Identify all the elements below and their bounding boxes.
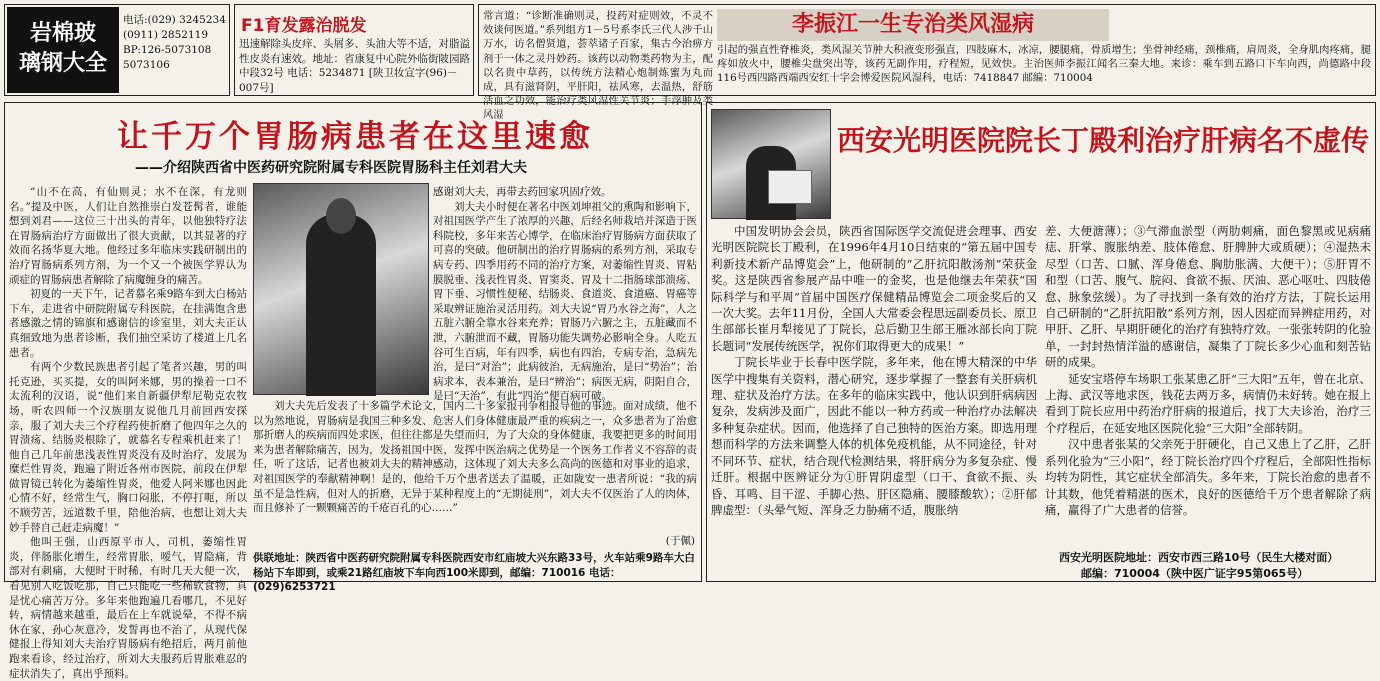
photo-head	[326, 198, 356, 234]
paragraph: 感谢刘大夫，再带去药回家巩固疗效。	[433, 186, 612, 198]
article-liver-address: 西安光明医院地址：西安市西三路10号（民生大楼对面）	[1059, 551, 1339, 564]
ad-rheumatism-right: 引起的强直性脊椎炎，类风湿关节肿大积液变形强直，四肢麻木，冰凉，腰腿痛，骨质增生；坐骨神经痛，颈椎痛，肩周炎，全身肌肉疼痛，腿疼如放火中，腰椎尖盘突出等，该药无副作用，疗程短，见效快。主治医师李振江闻名三秦大地。来诊：乘车到五路口下车向西，尚德路中段116号西四路西端西安红十字会博爱医院风湿科，电话：7418847 邮编：710004	[717, 44, 1371, 84]
ad-rockwool	[4, 4, 230, 96]
ad-rockwool-line2: 璃钢大全	[18, 51, 107, 76]
ad-rheumatism	[478, 4, 1376, 122]
article-gastro-headline: 让千万个胃肠病患者在这里速愈	[117, 119, 593, 155]
article-gastro-col2b	[253, 399, 697, 549]
doctor-liu-photo	[253, 183, 429, 395]
doctor-ding-photo	[711, 109, 831, 219]
article-liver	[706, 102, 1376, 582]
paragraph: 差、大便溏薄）；③气滞血淤型（两肋刺痛，面色黎黑或见病痛痣、肝掌、腹胀纳差、肢体倦怠、肝脾肿大或质硬）；④湿热未尽型（口苦、口腻、浑身倦怠、胸肋胀满、大便干）；⑤肝胃不和型（口苦、腹气、脘闷、食欲不振、厌油、恶心呕吐、四肢倦怠、脉象弦缓）。为了寻找到一条有效的治疗方法，丁院长运用自己研制的“乙肝抗阳散”系列方剂，因人因症而异辨症用药，对甲肝、乙肝、早期肝硬化的治疗有独特疗效。一张张转阴的化验单，一封封热情洋溢的感谢信，凝集了丁院长多少心血和刻苦钻研的成果。	[1045, 224, 1371, 370]
ad-hair-body: 迅速解除头皮痒、头屑多、头油大等不适，对脂溢性皮炎有速效。地址：省康复中心院外临街陂园路中段32号 电话：5234871 [陕卫妆宣字(96)－007号]	[239, 38, 470, 94]
ad-rockwool-contact: 电话:(029) 3245234 (0911) 2852119 BP:126-5073108 5073106	[123, 14, 226, 71]
paragraph: 刘大夫先后发表了十多篇学术论文，国内二十多家报刊争相报导他的事迹。面对成绩，他不以为然地说，胃肠病是我国三种多发、危害人们身体健康最严重的疾病之一，众多患者为了治愈那折磨人的疾病而四处求医，但往往都是失望而归，为了大众的身体健康，我要把更多的时间用来为患者解除痛苦，因为，发扬祖国中医，发挥中医治病之优势是一个医务工作者义不容辞的责任，听了这话，记者也被刘大夫的精神感动，这体现了刘大夫多么高尚的医德和对事业的追求，对祖国医学的奉献精神啊！是的，他给千万个患者送去了温暖，正如陇安一患者所说：“我的病虽不是急性病，但对人的折磨，无异于某种程度上的“无期徒刑”，刘大夫不仅医治了人的肉体，而且修补了一颗颗痛苦的千疮百孔的心……”	[253, 400, 697, 515]
article-liver-col1	[711, 223, 1037, 579]
article-liver-headline: 西安光明医院院长丁殿利治疗肝病名不虚传	[837, 124, 1370, 157]
ad-hair	[234, 4, 474, 96]
ad-hair-title: F1育发露治脱发	[241, 16, 367, 36]
photo-certificate	[768, 170, 812, 204]
ad-rheumatism-title: 李振江一生专治类风湿病	[717, 9, 1109, 41]
paragraph: 刘大夫小时便在著名中医刘坤祖父的熏陶和影响下，对祖国医学产生了浓厚的兴趣，后经名师栽培并深造于医科院校，多年来苦心博学，在临床治疗胃肠病方面获取了可喜的突破。他研制出的治疗胃肠病的系列方剂，采取专病专药、四季用药不同的治疗方案，对萎缩性胃炎、胃粘膜脱垂、浅表性胃炎、胃窦炎、胃及十二指肠球部溃疡、胃下垂、习惯性便秘、结肠炎、食道炎、食道癌、胃癌等采取辨证施治灵活用药。刘大夫说“胃乃水谷之海”，人之五脏六腑全靠水谷来充养；胃肠乃六腑之主，五脏藏而不泄，六腑泄而不藏，胃肠功能失调势必影响全身。人吃五谷可生百病，年有四季，病也有四治，专病专治，急病先治，是曰“对治”；此病彼治，无病施治，是曰“势治”；治病求本，表本兼治，是曰“辨治”；病医无病，阴阳自合，是曰“天治”，有此“四治”便百病可破。	[433, 200, 697, 403]
paragraph: 汉中患者张某的父亲死于肝硬化，自己又患上了乙肝，乙肝系列化验为“三小阳”，经丁院长治疗四个疗程后，全部阳性指标均转为阴性，其它症状全部消失。多年来，丁院长治愈的患者不计其数，他凭着精湛的医术，良好的医德给千万个患者解除了病痛，赢得了广大患者的信誉。	[1045, 437, 1371, 517]
paragraph: “山不在高，有仙则灵；水不在深，有龙则名。”提及中医，人们让自然推崇白发苍髯者，谁能想到刘君——这位三十出头的青年，以他独特疗法在胃肠病治疗方面做出了很大贡献，以其显著的疗效而名扬华夏大地。他经过多年临床实践研制出的治疗胃肠病系列方剂，为一个又一个被医学界认为顽症的胃肠病患者解除了病魔缠身的痛苦。	[9, 186, 247, 286]
paragraph: 他叫王强，山西原平市人，司机，萎缩性胃炎，伴肠胀化增生，经常胃胀，嗳气，胃隐痛，背部对有刺痛，大便时干时稀，有时几天大便一次，看见别人吃饭吃那，自己只能吃一些稀软食物，真是忧心痛苦万分。多年来他跑遍几看哪几，不见好转，病情越来越重，最后在上车就说晕，不得不病休在家，孙心灰意冷，发誓再也不治了，从现代保健报上得知刘大夫治疗胃肠病有绝招后，两月前他跑来看诊，经过治疗，所刘大夫服药后胃胀难忍的症状消失了，真出乎预料。	[9, 536, 247, 680]
paragraph: 初夏的一天下午，记者慕名乘9路车到大白杨站下车，走进省中研院附属专科医院，在挂满饱含患者感激之情的锦旗和感谢信的诊室里，刘大夫正认真细致地为患者诊断，我们抽空采访了楼道上几名患者。	[9, 288, 247, 359]
ad-rheumatism-left: 常言道：“诊断准确则灵，投药对症则效，不灵不效谈何医道。”系列组方1－5号系李氏三代人涉千山万水，访名僧贤道，荟萃诸子百家，集古今治痹方剂于一体之灵丹妙药。该药以动物类药物为主，配以名贵中草药，以传统方法精心炮制炼蜜为丸而成，具有滋肾阴，平肝阳，祛风寒，去温热，舒筋活血之功效，能治疗类风湿性关节炎；手浮肿及类风湿	[483, 10, 713, 122]
article-gastro	[4, 102, 702, 680]
paragraph: 延安宝塔停车场职工张某患乙肝“三大阳”五年，曾在北京、上海、武汉等地求医，钱花去两万多，病情仍未好转。她在报上看到丁院长应用中药治疗肝病的报道后，找丁大夫诊治，治疗三个疗程后，在延安地区医院化验“三大阳”全部转阴。	[1045, 371, 1371, 435]
article-gastro-subheadline: ——介绍陕西省中医药研究院附属专科医院胃肠科主任刘君大夫	[135, 160, 527, 176]
article-gastro-col1	[9, 185, 247, 680]
article-liver-col2	[1045, 223, 1371, 549]
photo-figure	[306, 214, 376, 396]
paragraph: 有两个少数民族患者引起了笔者兴趣，男的叫托克逊，买买提，女的叫阿米娜，男的操着一口不太流利的汉语，说“他们来自新疆伊犁尼勒克农牧场，听农四师一个汉族朋友说他几月前回西安探亲，服了刘大夫三个疗程药使折磨了他四年之久的胃溃疡、结肠炎根除了，就慕名专程乘机赶来了！他自己几年前患浅表性胃炎没有及时治疗，发展为糜烂性胃炎，跑遍了附近各州市医院，前段在伊犁做胃镜已转化为萎缩性胃炎，他爱人阿米娜也因此心情不好，经常生气，胸口闷胀，不停打呃，所以不顾劳苦，远道数千里，陪他治病，也想让刘大夫妙手替自己赶走病魔！”	[9, 361, 247, 534]
ad-rockwool-logo	[7, 7, 119, 93]
paragraph: 丁院长毕业于长春中医学院，多年来，他在博大精深的中华医学中搜集有关资料，潜心研究，逐步掌握了一整套有关肝病机理、症状及治疗方法。在多年的临床实践中，他认识到肝病病因复杂，发病涉及面广，因此不能以一种方药或一种治疗办法解决多种复杂症状。因而，他选择了自己独特的医治方案。即选用理想而科学的方法来调整人体的机体免疫机能，从不同途径，针对不同环节、症状，结合现代检测结果，将肝病分为多复杂症、慢迁肝。根据中医辨证分为①肝胃阴虚型（口干、食欲不振、头昏、耳鸣、目干涩、手脚心热、肝区隐痛、腰膝酸软）；②肝郁脾虚型：（头晕气短、浑身乏力胁痛不适，腹胀纳	[711, 355, 1037, 517]
paragraph: 中国发明协会会员，陕西省国际医学交流促进会理事、西安光明医院院长丁殿利，在1996年4月10日结束的“第五届中国专利新技术新产品博览会”上，他研制的“乙肝抗阳散汤剂”荣获金奖。这是陕西省参展产品中唯一的金奖，也是他继去年荣获“国际科学与和平周”首届中国医疗保健精品博览会二项金奖后的又一次大奖。去年11月份，全国人大常委会程思远副委员长、原卫生部部长崔月犁接见了丁院长，总后勤卫生部王雁冰部长向丁院长题词“发展传统医学，祝你们取得更大的成果！”	[711, 224, 1037, 353]
article-gastro-footer: 供联地址：陕西省中医药研究院附属专科医院西安市红庙坡大兴东路33号，火车站乘9路车大白杨站下车即到，或乘21路红庙坡下车向西100米即到，邮编：710016 电话：(029)6253721	[253, 552, 695, 593]
article-liver-postcode: 邮编：710004（陕中医广证字95第065号）	[1081, 567, 1309, 580]
article-gastro-byline: (于佩)	[665, 535, 695, 547]
ad-rockwool-line1: 岩棉玻	[29, 21, 96, 46]
